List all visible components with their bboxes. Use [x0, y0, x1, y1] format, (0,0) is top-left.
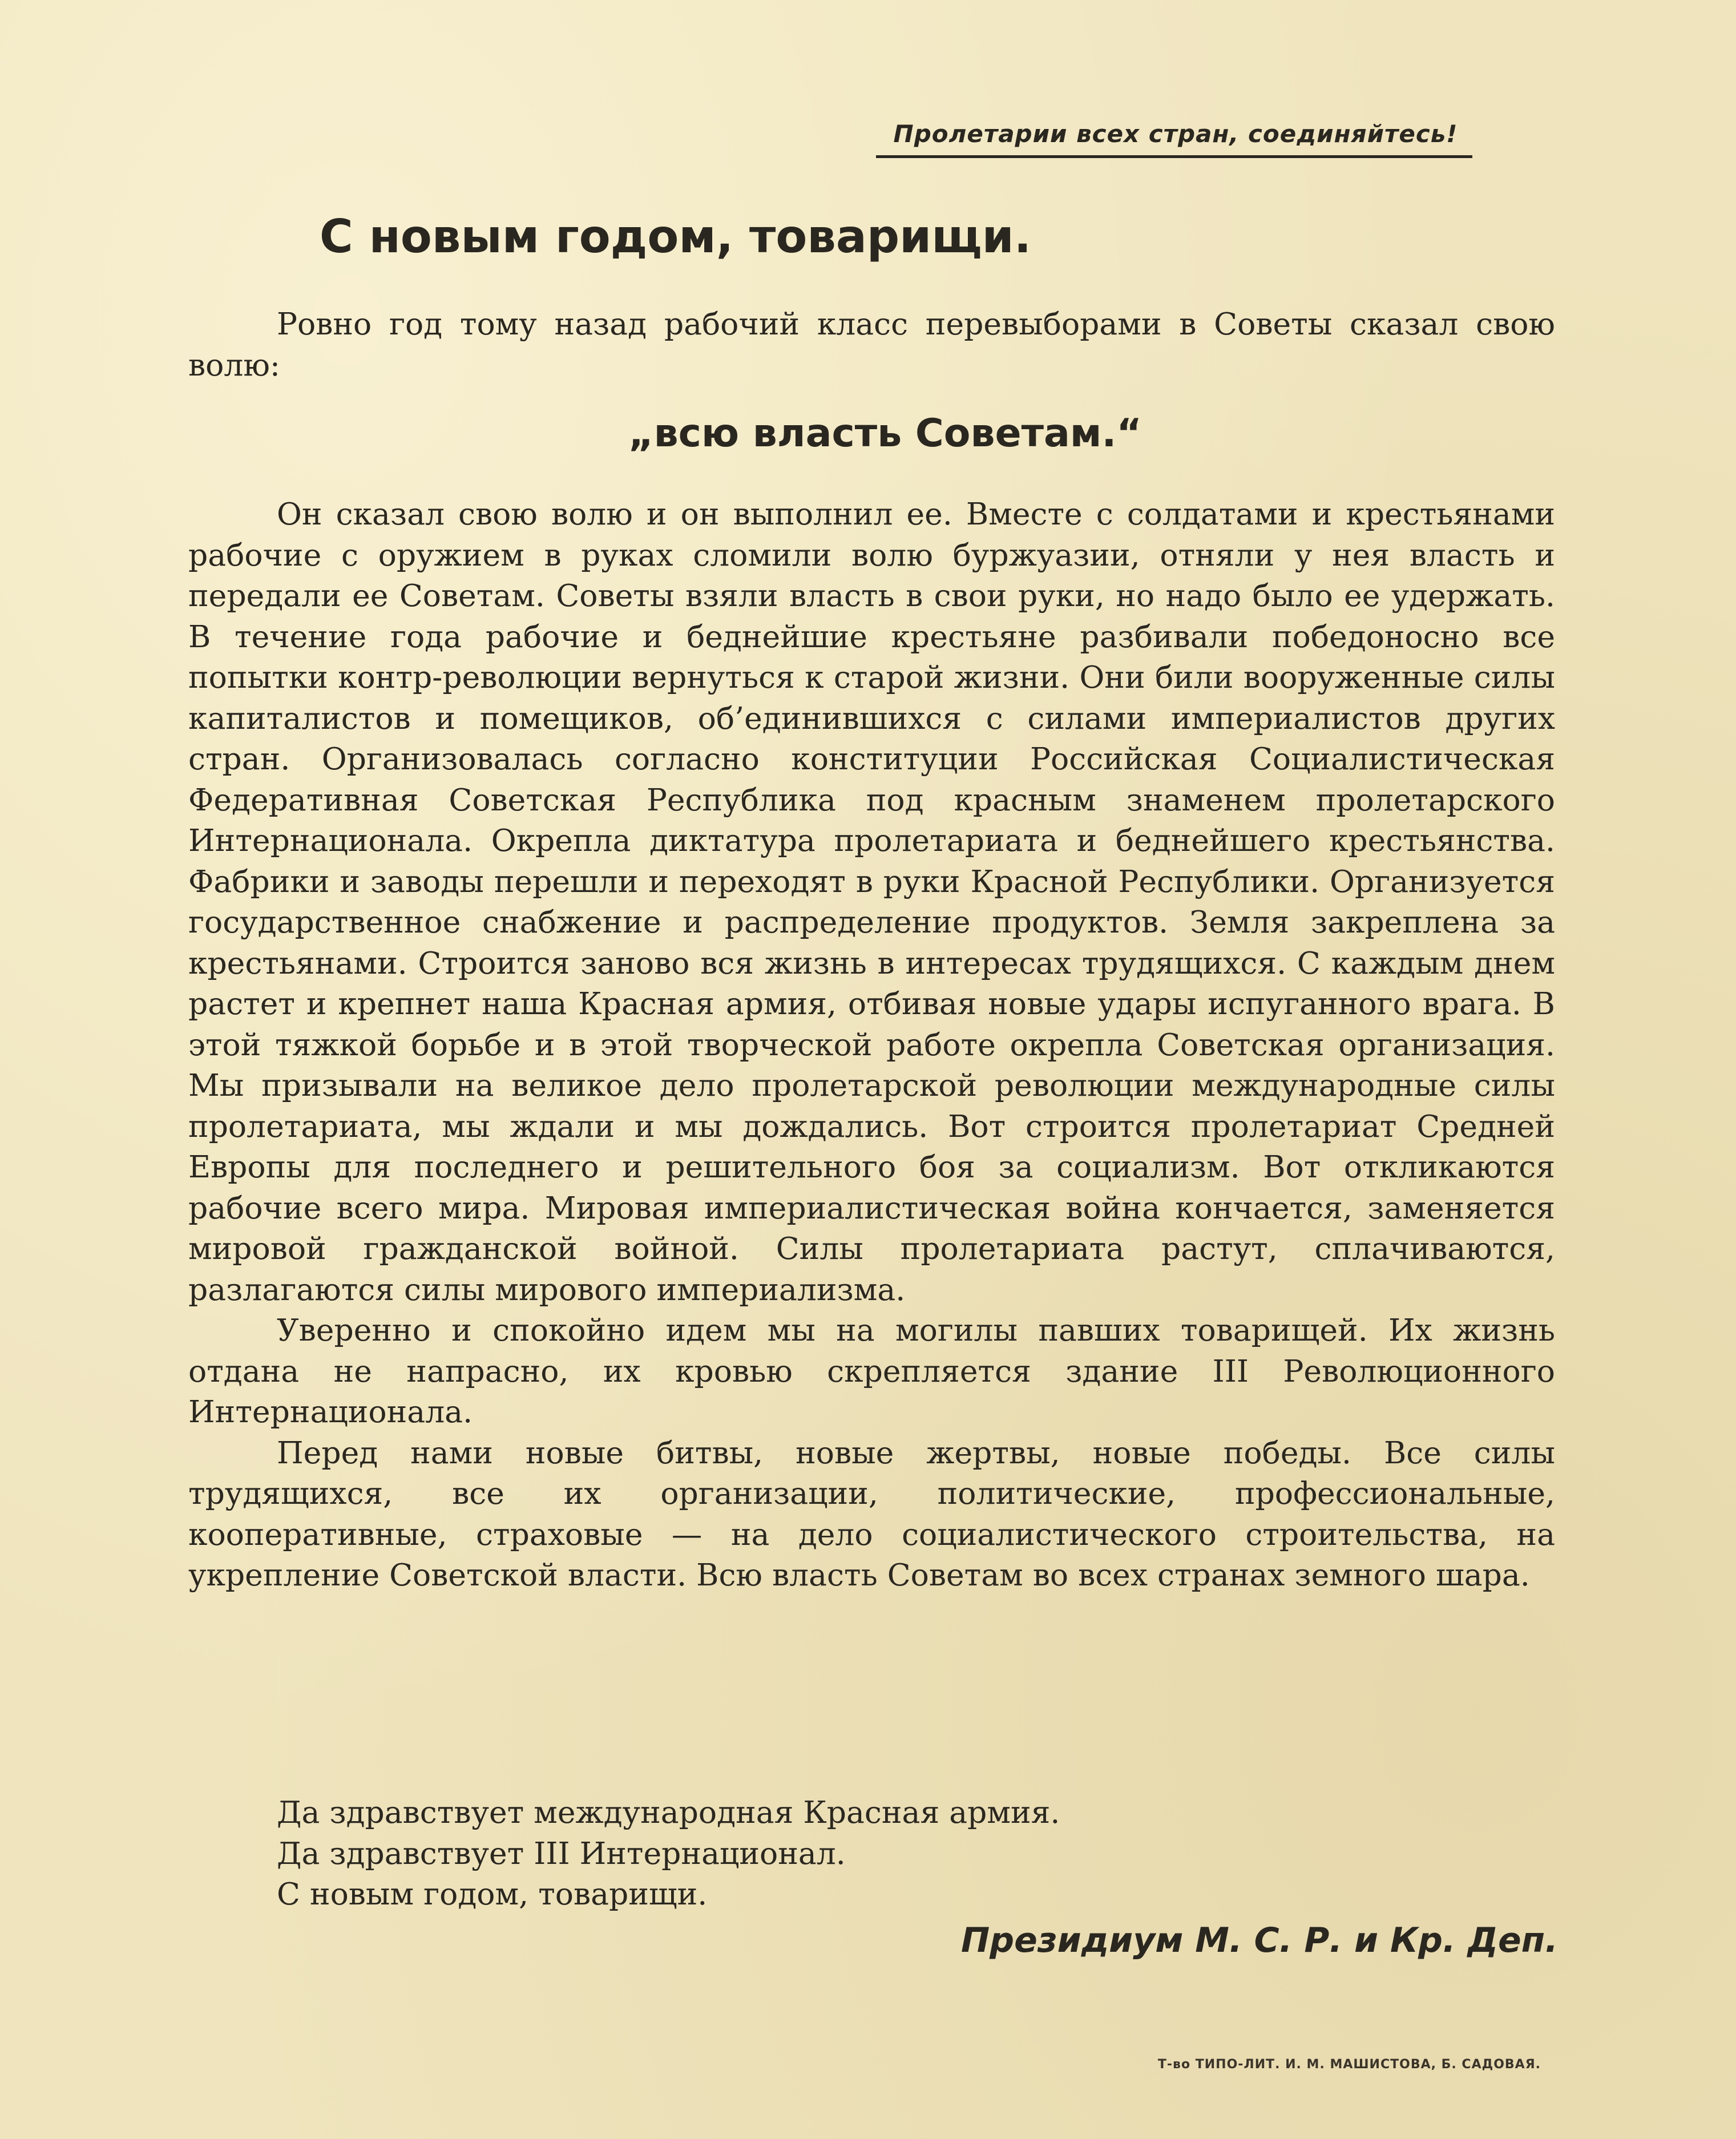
main-slogan: „всю власть Советам.“: [628, 411, 1142, 456]
cheer-line-3: С новым годом, товарищи.: [277, 1876, 708, 1912]
intro-paragraph: Ровно год тому назад рабочий класс перевыборами в Советы сказал свою волю:: [188, 306, 1555, 383]
slogan-underline: [876, 155, 1472, 158]
closing-cheers: [277, 1792, 1060, 1915]
leaflet-title: С новым годом, товарищи.: [320, 210, 1032, 263]
body-paragraph-1: Он сказал свою волю и он выполнил ее. Вместе с солдатами и крестьянами рабочие с оружием в руках сломили волю буржуазии, отняли у нея власть и передали ее Советам. Советы взяли власть в свои руки, но надо было ее удержать. В течение года рабочие и беднейшие крестьяне разбивали победоносно все попытки контр-революции вернуться к старой жизни. Они били вооруженные силы капиталистов и помещиков, об’единившихся с силами империалистов других стран. Организовалась согласно конституции Российская Социалистическая Федеративная Советская Республика под красным знаменем пролетарского Интернационала. Окрепла диктатура пролетариата и беднейшего крестьянства. Фабрики и заводы перешли и переходят в руки Красной Республики. Организуется государственное снабжение и распределение продуктов. Земля закреплена за крестьянами. Строится заново вся жизнь в интересах трудящихся. С каждым днем растет и крепнет наша Красная армия, отбивая новые удары испуганного врага. В этой тяжкой борьбе и в этой творческой работе окрепла Советская организация. Мы призывали на великое дело пролетарской революции международные силы пролетариата, мы ждали и мы дождались. Вот строится пролетариат Средней Европы для последнего и решительного боя за социализм. Вот откликаются рабочие всего мира. Мировая империалистическая война кончается, заменяется мировой гражданской войной. Силы пролетариата растут, сплачиваются, разлагаются силы мирового империализма.: [188, 496, 1555, 1307]
body-text: [188, 494, 1555, 1596]
intro-paragraph-block: [188, 304, 1555, 385]
body-paragraph-3: Перед нами новые битвы, новые жертвы, новые победы. Все силы трудящихся, все их организации, политические, профессиональные, кооперативные, страховые — на дело социалистического строительства, на укрепление Советской власти. Всю власть Советам во всех странах земного шара.: [188, 1434, 1555, 1593]
signature: Президиум М. С. Р. и Кр. Деп.: [960, 1920, 1558, 1960]
printer-imprint: Т-во ТИПО-ЛИТ. И. М. МАШИСТОВА, Б. САДОВАЯ.: [1157, 2057, 1541, 2072]
body-paragraph-2: Уверенно и спокойно идем мы на могилы павших товарищей. Их жизнь отдана не напрасно, их кровью скрепляется здание III Революционного Интернационала.: [188, 1312, 1555, 1430]
header-slogan: Пролетарии всех стран, соединяйтесь!: [893, 120, 1458, 148]
cheer-line-2: Да здравствует III Интернационал.: [277, 1835, 846, 1871]
cheer-line-1: Да здравствует международная Красная армия.: [277, 1794, 1060, 1830]
